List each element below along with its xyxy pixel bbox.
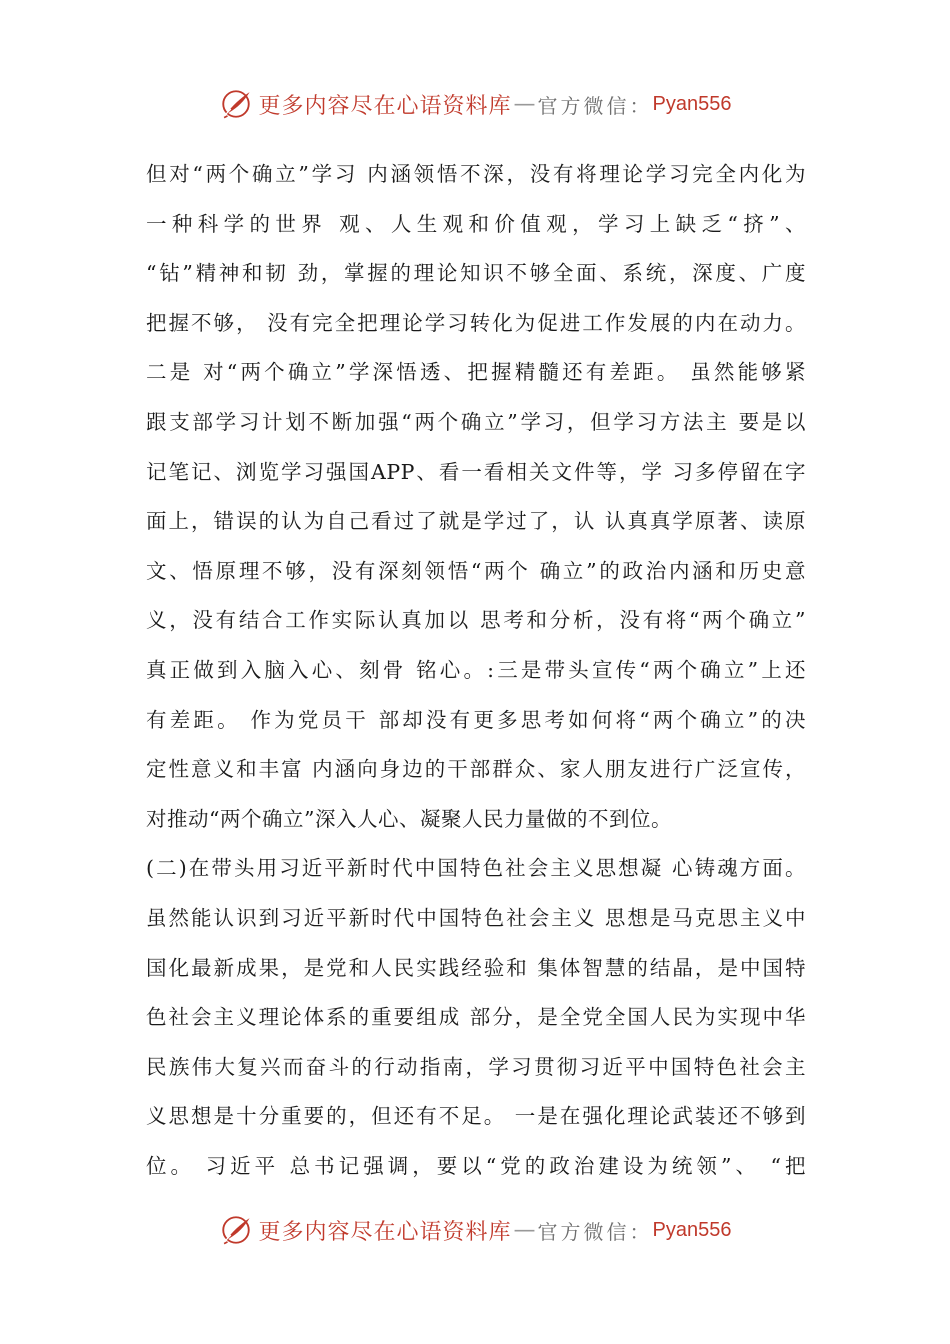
body-text-line: 文、悟原理不够，没有深刻领悟“两个 确立”的政治内涵和历史意	[146, 558, 806, 583]
body-text-line: 一种科学的世界 观、人生观和价值观，学习上缺乏“挤”、	[146, 211, 806, 236]
body-text-line: 义，没有结合工作实际认真加以 思考和分析，没有将“两个确立”	[146, 608, 806, 633]
banner-wechat-id: Pyan556	[652, 92, 732, 115]
body-text-line: 但对“两个确立”学习 内涵领悟不深，没有将理论学习完全内化为	[146, 162, 806, 186]
body-text-line: 跟支部学习计划不断加强“两个确立”学习，但学习方法主 要是以	[146, 409, 806, 434]
banner-dash: —	[513, 1217, 536, 1243]
banner-sub-text: 官方微信：	[537, 1219, 653, 1244]
body-text-line: (二)在带头用习近平新时代中国特色社会主义思想凝 心铸魂方面。	[146, 856, 806, 881]
body-text-line: 把握不够， 没有完全把理论学习转化为促进工作发展的内在动力。	[146, 310, 806, 335]
body-text-line: 民族伟大复兴而奋斗的行动指南，学习贯彻习近平中国特色社会主	[146, 1054, 806, 1079]
body-text-line: 国化最新成果，是党和人民实践经验和 集体智慧的结晶，是中国特	[146, 955, 806, 980]
body-text-line: 记笔记、浏览学习强国APP、看一看相关文件等，学 习多停留在字	[146, 459, 806, 484]
body-text-line: 虽然能认识到习近平新时代中国特色社会主义 思想是马克思主义中	[146, 905, 806, 930]
body-text-line: 义思想是十分重要的，但还有不足。 一是在强化理论武装还不够到	[146, 1104, 806, 1129]
footer-banner-inner	[219, 1213, 732, 1247]
body-text-line: 色社会主义理论体系的重要组成 部分，是全党全国人民为实现中华	[146, 1005, 806, 1030]
body-text-line: 有差距。 作为党员干 部却没有更多思考如何将“两个确立”的决	[146, 707, 806, 732]
quill-logo-icon	[219, 87, 253, 121]
body-text-line: 对推动“两个确立”深入人心、凝聚人民力量做的不到位。	[146, 806, 672, 831]
body-text-line: 二是 对“两个确立”学深悟透、把握精髓还有差距。 虽然能够紧	[146, 360, 806, 385]
quill-logo-icon	[219, 1213, 253, 1247]
banner-sub-text: 官方微信：	[537, 93, 653, 118]
body-text-line: 位。 习近平 总书记强调，要以“党的政治建设为统领”、 “把	[146, 1153, 806, 1178]
banner-dash: —	[513, 91, 536, 117]
body-text-line: 定性意义和丰富 内涵向身边的干部群众、家人朋友进行广泛宣传，	[146, 757, 806, 782]
body-text-line: 面上，错误的认为自己看过了就是学过了，认 认真真学原著、读原	[146, 509, 806, 534]
banner-wechat-id: Pyan556	[652, 1218, 732, 1241]
body-text-line: 真正做到入脑入心、刻骨 铭心。:三是带头宣传“两个确立”上还	[146, 657, 806, 682]
banner-main-text: 更多内容尽在心语资料库	[258, 93, 512, 119]
footer-banner	[0, 1210, 950, 1250]
banner-main-text: 更多内容尽在心语资料库	[258, 1219, 512, 1245]
header-banner	[0, 84, 950, 124]
body-text-line: “钻”精神和韧 劲，掌握的理论知识不够全面、系统，深度、广度	[146, 261, 806, 286]
document-body	[146, 150, 806, 1191]
header-banner-inner	[219, 87, 732, 121]
